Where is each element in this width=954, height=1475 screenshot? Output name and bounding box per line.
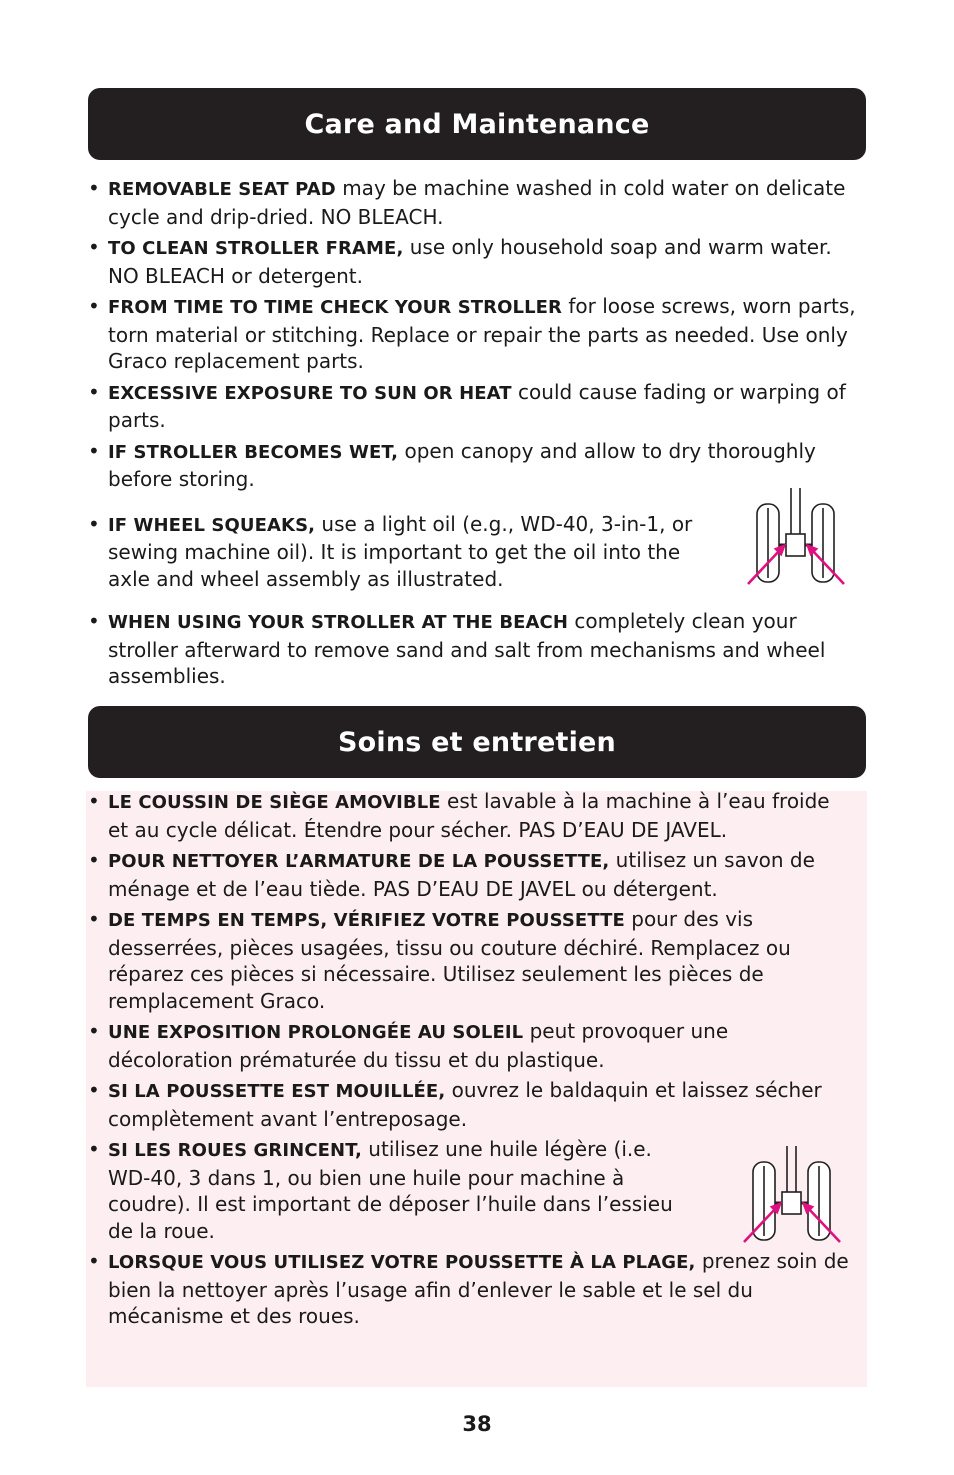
page-number: 38 (462, 1412, 492, 1436)
item-text: use only household soap and warm water. NO BLEACH or detergent. (108, 235, 832, 288)
item-text: utilisez un savon de ménage et de l’eau tiède. PAS D’EAU DE JAVEL ou détergent. (108, 848, 815, 901)
section-header-care-maintenance (88, 88, 866, 160)
item-heading: FROM TIME TO TIME CHECK YOUR STROLLER (108, 297, 563, 318)
item-text: pour des vis desserrées, pièces usagées, tissu ou couture déchiré. Remplacez ou réparez ces pièces si nécessaire. Utilisez seulement les pièces de remplacement Graco. (108, 907, 791, 1013)
list-item (88, 438, 858, 493)
item-text: prenez soin de bien la nettoyer après l’usage afin d’enlever le sable et le sel du mécanisme et des roues. (108, 1249, 849, 1328)
wheel-axle-oil-icon (742, 486, 848, 590)
item-heading: UNE EXPOSITION PROLONGÉE AU SOLEIL (108, 1022, 524, 1043)
list-item (88, 608, 858, 690)
item-text: may be machine washed in cold water on delicate cycle and drip-dried. NO BLEACH. (108, 176, 846, 229)
list-item (88, 847, 853, 902)
item-text: est lavable à la machine à l’eau froide et au cycle délicat. Étendre pour sécher. PAS D’EAU DE JAVEL. (108, 789, 830, 842)
section-header-soins-entretien (88, 706, 866, 778)
list-item (88, 293, 858, 375)
item-heading: WHEN USING YOUR STROLLER AT THE BEACH (108, 612, 569, 633)
item-heading: SI LA POUSSETTE EST MOUILLÉE, (108, 1081, 446, 1102)
item-heading: REMOVABLE SEAT PAD (108, 179, 336, 200)
item-text: open canopy and allow to dry thoroughly before storing. (108, 438, 816, 491)
list-item (88, 379, 858, 434)
item-text: could cause fading or warping of parts. (108, 379, 846, 432)
item-text: peut provoquer une décoloration prématurée du tissu et du plastique. (108, 1019, 729, 1072)
wheel-axle-oil-icon (738, 1144, 844, 1248)
item-heading: SI LES ROUES GRINCENT, (108, 1140, 362, 1161)
item-text: ouvrez le baldaquin et laissez sécher complètement avant l’entreposage. (108, 1078, 822, 1131)
item-text: use a light oil (e.g., WD-40, 3-in-1, or sewing machine oil). It is important to get the oil into the axle and wheel assembly as illustrated. (108, 511, 693, 591)
item-heading: IF STROLLER BECOMES WET, (108, 441, 399, 463)
item-heading: POUR NETTOYER L’ARMATURE DE LA POUSSETTE, (108, 851, 610, 872)
item-text: utilisez une huile légère (i.e. WD-40, 3 dans 1, ou bien une huile pour machine à coudre). Il est important de déposer l’huile dans l’essieu de la roue. (108, 1137, 673, 1243)
soins-instructions-list (88, 788, 853, 1330)
item-heading: IF WHEEL SQUEAKS, (108, 514, 316, 536)
section-title: Care and Maintenance (304, 108, 650, 140)
item-heading: LE COUSSIN DE SIÈGE AMOVIBLE (108, 792, 441, 813)
list-item (88, 906, 853, 1014)
list-item (88, 1077, 853, 1132)
item-heading: LORSQUE VOUS UTILISEZ VOTRE POUSSETTE À LA PLAGE, (108, 1252, 696, 1273)
list-item (88, 234, 858, 289)
list-item (88, 1018, 853, 1073)
care-instructions-list (88, 175, 858, 690)
item-heading: TO CLEAN STROLLER FRAME, (108, 238, 404, 259)
item-text: for loose screws, worn parts, torn material or stitching. Replace or repair the parts as needed. Use only Graco replacement parts. (108, 294, 856, 373)
list-item (88, 788, 853, 843)
item-heading: EXCESSIVE EXPOSURE TO SUN OR HEAT (108, 382, 512, 404)
item-text: completely clean your stroller afterward to remove sand and salt from mechanisms and wheel assemblies. (108, 609, 826, 688)
item-heading: DE TEMPS EN TEMPS, VÉRIFIEZ VOTRE POUSSETTE (108, 910, 625, 931)
list-item (88, 1248, 853, 1330)
list-item (88, 175, 858, 230)
section-title: Soins et entretien (338, 726, 616, 758)
